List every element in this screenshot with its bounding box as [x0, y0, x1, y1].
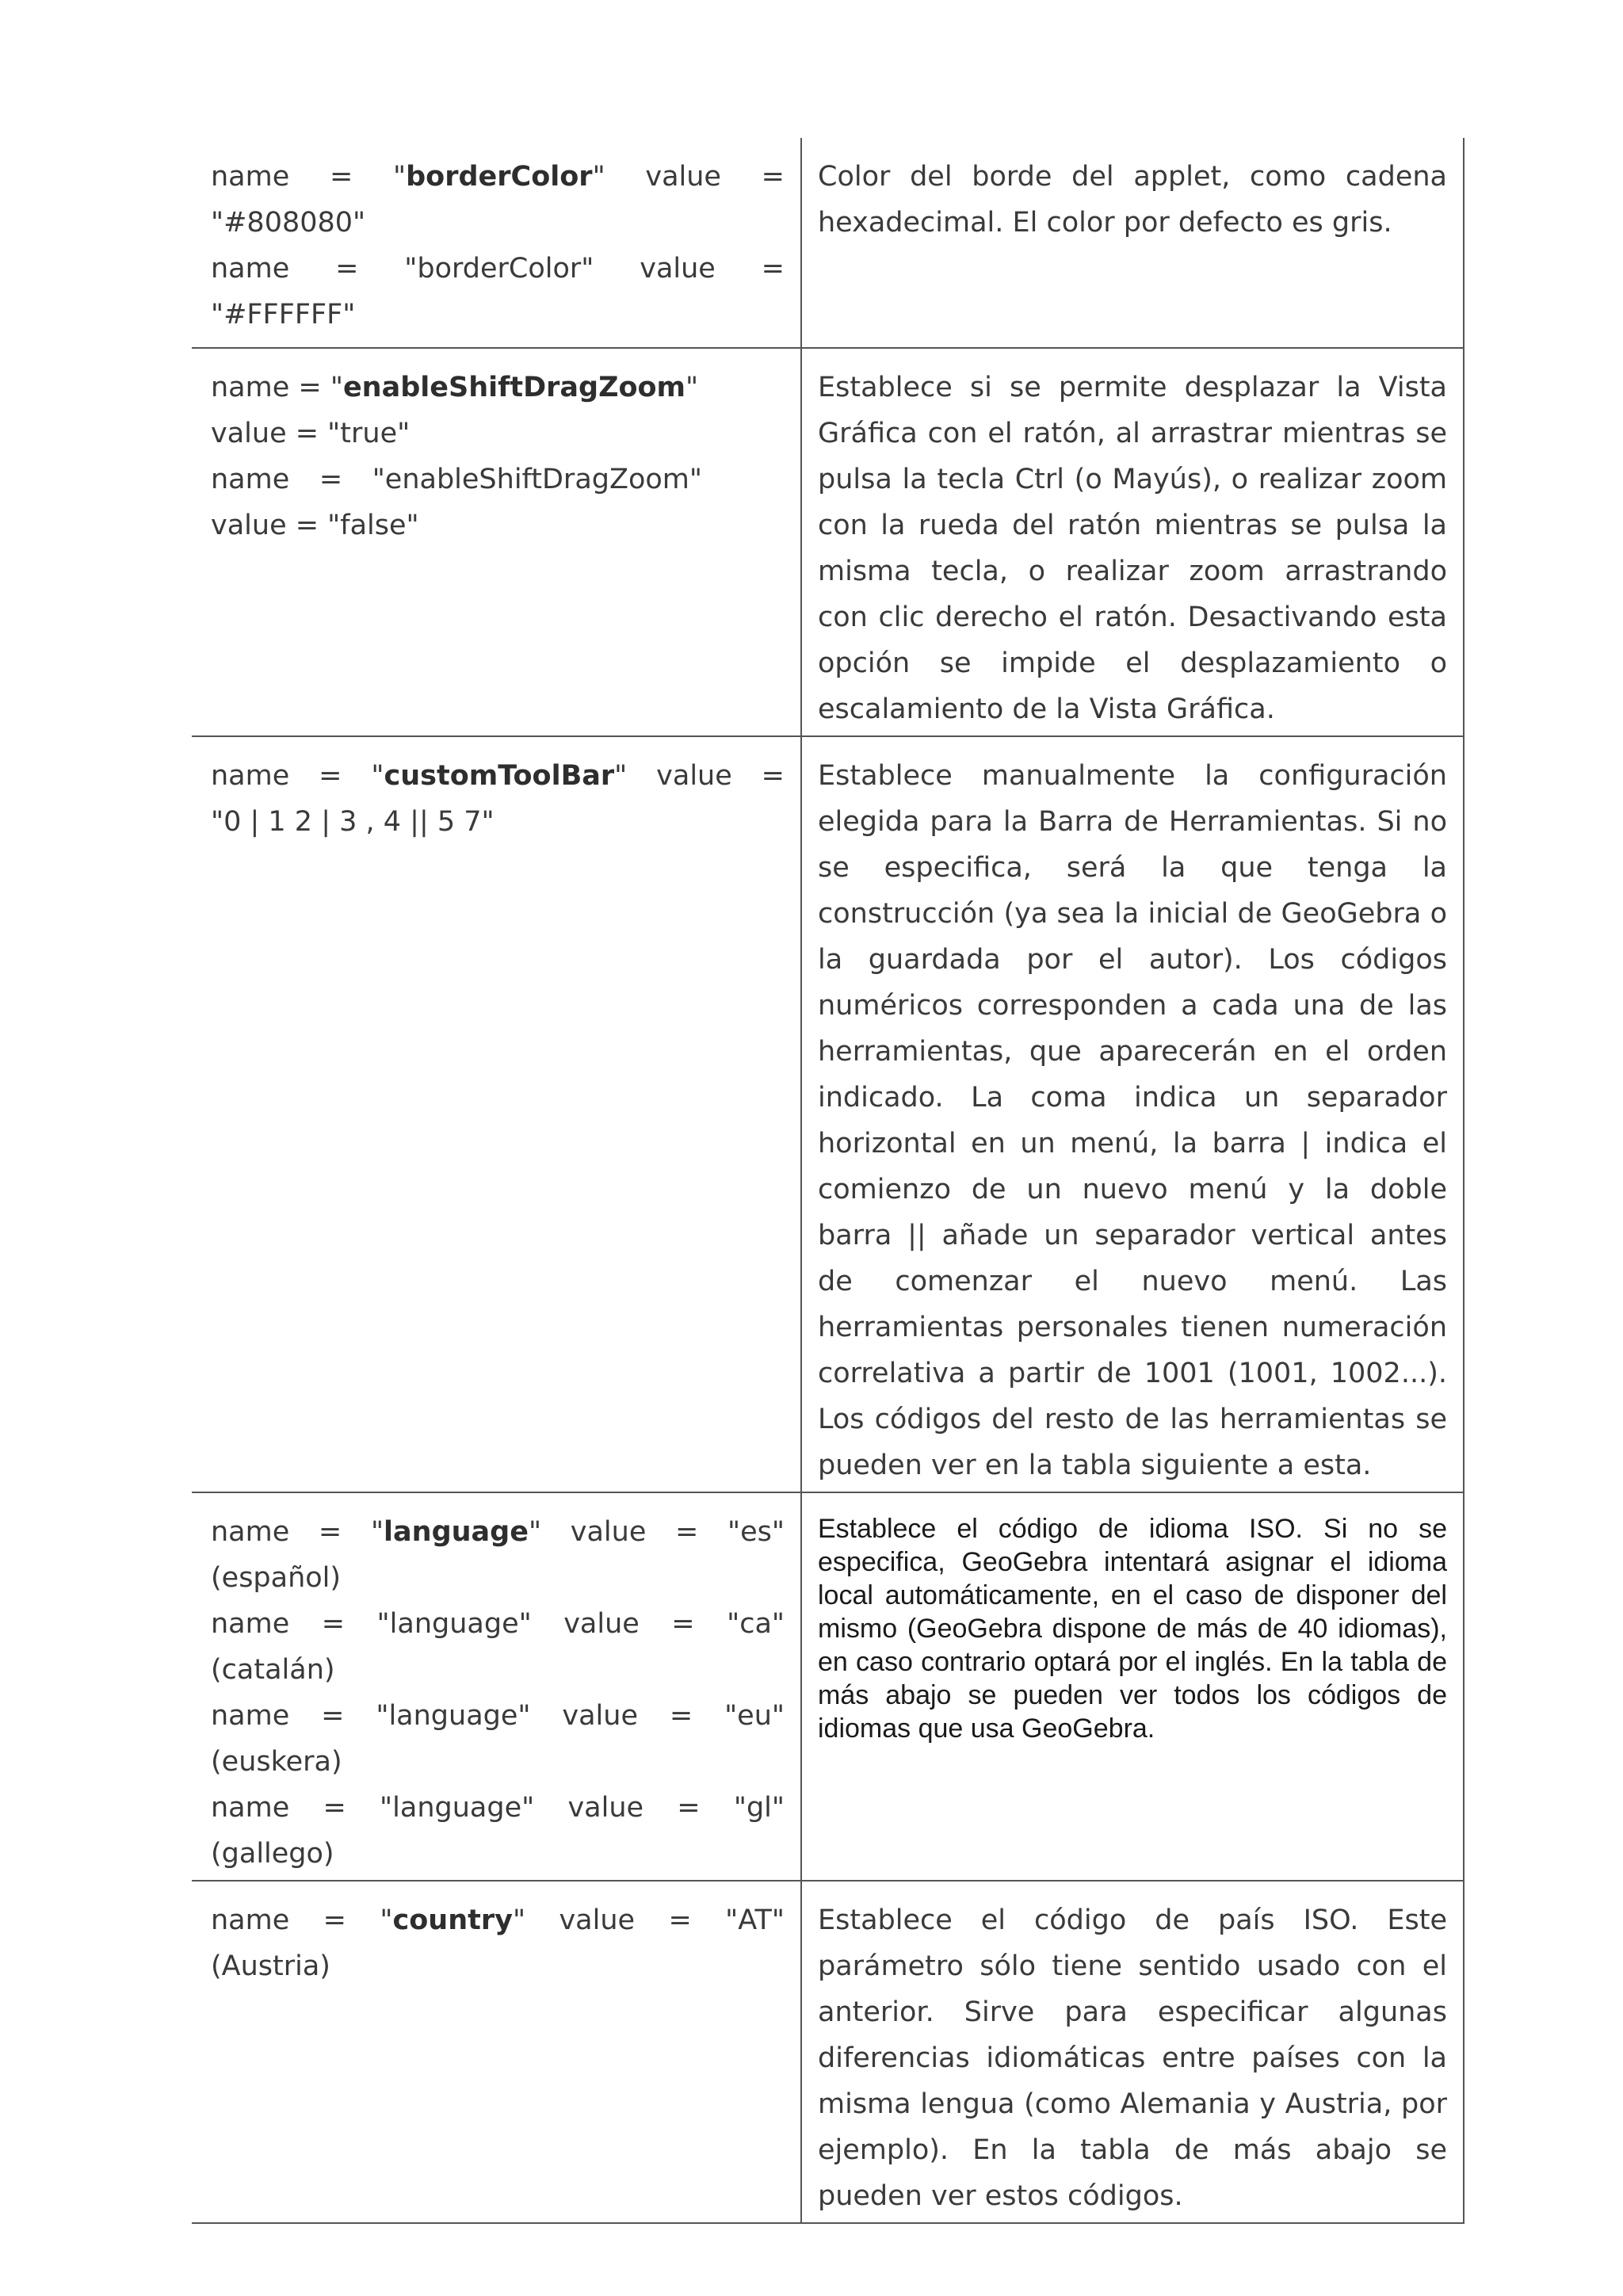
parameter-cell [192, 348, 801, 736]
description-cell [801, 1492, 1464, 1881]
param-description: Establece si se permite desplazar la Vista Gráfica con el ratón, al arrastrar mientras se pulsa la tecla Ctrl (o Mayús), o realizar zoom con la rueda del ratón mientras se pulsa la misma tecla, o realizar zoom arrastrando con clic derecho el ratón. Desactivando esta opción se impide el desplazamiento o escalamiento de la Vista Gráfica. [818, 372, 1447, 725]
parameter-cell [192, 1881, 801, 2223]
table-row [192, 1492, 1464, 1881]
param-line: value = "false" [211, 510, 419, 541]
param-line: (catalán) [211, 1654, 335, 1686]
param-line: "#808080" [211, 207, 366, 239]
param-line: (Austria) [211, 1950, 330, 1982]
param-line: value = "true" [211, 418, 411, 449]
param-line: name = "language" value = "gl" [211, 1792, 785, 1824]
table-row [192, 348, 1464, 736]
parameter-cell [192, 1492, 801, 1881]
param-description: Color del borde del applet, como cadena hexadecimal. El color por defecto es gris. [818, 161, 1447, 239]
param-line: name = "borderColor" value = [211, 253, 785, 285]
param-line: name = "borderColor" value = [211, 161, 785, 193]
param-line: name = "language" value = "es" [211, 1516, 785, 1548]
parameter-cell [192, 736, 801, 1492]
param-line: (euskera) [211, 1746, 342, 1778]
table-row [192, 138, 1464, 348]
parameter-table [192, 138, 1465, 2224]
description-cell [801, 138, 1464, 348]
param-line: name = "customToolBar" value = [211, 760, 785, 792]
parameter-cell [192, 138, 801, 348]
param-description: Establece el código de país ISO. Este parámetro sólo tiene sentido usado con el anterior. Sirve para especificar algunas diferencias idiomáticas entre países con la misma lengua (como Alemania y Austria, por ejemplo). En la tabla de más abajo se pueden ver estos códigos. [818, 1904, 1447, 2212]
param-line: "0 | 1 2 | 3 , 4 || 5 7" [211, 806, 495, 838]
description-cell [801, 1881, 1464, 2223]
table-row [192, 1881, 1464, 2223]
description-cell [801, 348, 1464, 736]
param-line: name = "enableShiftDragZoom" [211, 372, 699, 403]
param-description: Establece el código de idioma ISO. Si no se especifica, GeoGebra intentará asignar el idioma local automáticamente, en el caso de disponer del mismo (GeoGebra dispone de más de 40 idiomas), en caso contrario optará por el inglés. En la tabla de más abajo se pueden ver todos los códigos de idiomas que usa GeoGebra. [818, 1514, 1447, 1744]
param-name: country [392, 1904, 513, 1936]
param-name: customToolBar [384, 760, 615, 792]
param-line: (gallego) [211, 1838, 334, 1870]
param-description: Establece manualmente la configuración elegida para la Barra de Herramientas. Si no se especifica, será la que tenga la construcción (ya sea la inicial de GeoGebra o la guardada por el autor). Los códigos numéricos corresponden a cada una de las herramientas, que aparecerán en el orden indicado. La coma indica un separador horizontal en un menú, la barra | indica el comienzo de un nuevo menú y la doble barra || añade un separador vertical antes de comenzar el nuevo menú. Las herramientas personales tienen numeración correlativa a partir de 1001 (1001, 1002...). Los códigos del resto de las herramientas se pueden ver en la tabla siguiente a esta. [818, 760, 1447, 1481]
param-line: name = "language" value = "ca" [211, 1608, 785, 1640]
param-line: (español) [211, 1562, 342, 1594]
param-line: name = "country" value = "AT" [211, 1904, 785, 1936]
description-cell [801, 736, 1464, 1492]
param-name: language [384, 1516, 529, 1548]
table-row [192, 736, 1464, 1492]
param-name: borderColor [406, 161, 593, 193]
param-line: "#FFFFFF" [211, 299, 356, 330]
param-line: name = "language" value = "eu" [211, 1700, 785, 1732]
param-line: name = "enableShiftDragZoom" [211, 464, 702, 495]
param-name: enableShiftDragZoom [342, 372, 686, 403]
